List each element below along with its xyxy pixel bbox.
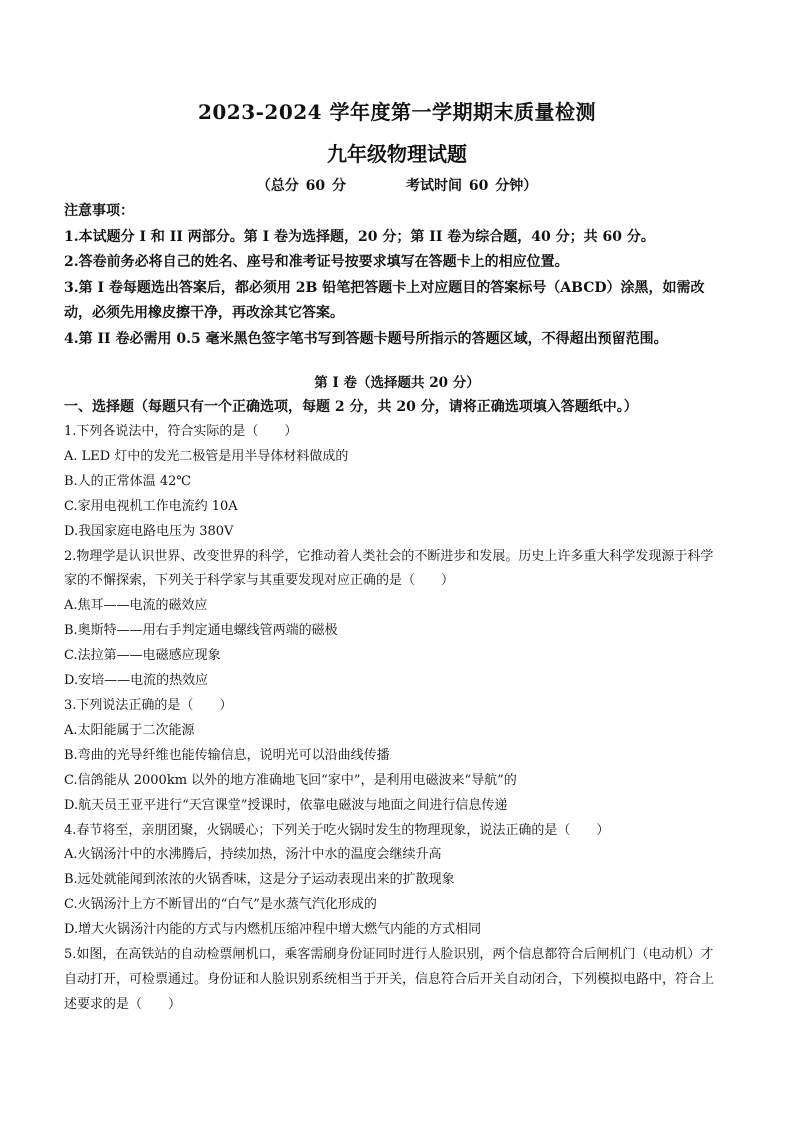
note-item: 3.第 I 卷每题选出答案后，都必须用 2B 铅笔把答题卡上对应题目的答案标号（ABCD）涂黑，如需改动，必须先用橡皮擦干净，再改涂其它答案。: [64, 279, 705, 321]
question-option: D.安培——电流的热效应: [64, 673, 209, 689]
question-option: C.火锅汤汁上方不断冒出的“白气”是水蒸气汽化形成的: [64, 897, 377, 913]
question-option: A.焦耳——电流的磁效应: [64, 598, 208, 614]
exam-time: 考试时间 60 分钟）: [406, 178, 538, 194]
question-option: D.我国家庭电路电压为 380V: [64, 523, 234, 539]
notes-block: [64, 199, 726, 352]
question-option: A.火锅汤汁中的水沸腾后，持续加热，汤汁中水的温度会继续升高: [64, 847, 442, 863]
question-stem: 3.下列说法正确的是（ ）: [64, 697, 233, 713]
question-option: B.弯曲的光导纤维也能传输信息，说明光可以沿曲线传播: [64, 747, 390, 763]
total-score: （总分 60 分: [256, 178, 346, 194]
question-option: C.家用电视机工作电流约 10A: [64, 498, 238, 514]
note-item: 4.第 II 卷必需用 0.5 毫米黑色签字笔书写到答题卡题号所指示的答题区域，不得超出预留范围。: [64, 330, 668, 347]
question-option: D.增大火锅汤汁内能的方式与内燃机压缩冲程中增大燃气内能的方式相同: [64, 922, 482, 938]
question-option: B.奥斯特——用右手判定通电螺线管两端的磁极: [64, 623, 338, 639]
question-option: B.远处就能闻到浓浓的火锅香味，这是分子运动表现出来的扩散现象: [64, 872, 455, 888]
question-stem: 5.如图，在高铁站的自动检票闸机口，乘客需刷身份证同时进行人脸识别，两个信息都符合后闸机门（电动机）才自动打开，可检票通过。身份证和人脸识别系统相当于开关，信息符合后开关自动闭合，下列模拟电路中，符合上述要求的是（ ）: [64, 947, 715, 1012]
notes-heading: 注意事项：: [64, 203, 134, 219]
question-option: A.太阳能属于二次能源: [64, 722, 195, 738]
note-item: 1.本试题分 I 和 II 两部分。第 I 卷为选择题，20 分；第 II 卷为综合题，40 分；共 60 分。: [64, 228, 655, 245]
question-stem: 2.物理学是认识世界、改变世界的科学，它推动着人类社会的不断进步和发展。历史上许多重大科学发现源于科学家的不懈探索，下列关于科学家与其重要发现对应正确的是（ ）: [64, 548, 714, 589]
question-option: B.人的正常体温 42℃: [64, 473, 191, 489]
question-option: D.航天员王亚平进行“天宫课堂”授课时，依靠电磁波与地面之间进行信息传递: [64, 797, 508, 813]
part-heading: 一、选择题（每题只有一个正确选项，每题 2 分，共 20 分，请将正确选项填入答题纸中。）: [64, 399, 638, 415]
question-option: C.信鸽能从 2000km 以外的地方准确地飞回“家中”，是利用电磁波来“导航”的: [64, 772, 517, 788]
question-stem: 1.下列各说法中，符合实际的是（ ）: [64, 424, 298, 439]
questions-list: [64, 420, 726, 1018]
exam-title: 2023-2024 学年度第一学期期末质量检测: [197, 100, 597, 124]
section-title: 第 I 卷（选择题共 20 分）: [314, 375, 480, 391]
exam-meta: [0, 175, 794, 195]
exam-subtitle: 九年级物理试题: [327, 142, 467, 166]
question-option: C.法拉第——电磁感应现象: [64, 648, 221, 664]
question-stem: 4.春节将至，亲朋团聚，火锅暖心；下列关于吃火锅时发生的物理现象，说法正确的是（ ）: [64, 822, 610, 838]
question-option: A. LED 灯中的发光二极管是用半导体材料做成的: [64, 448, 349, 464]
note-item: 2.答卷前务必将自己的姓名、座号和准考证号按要求填写在答题卡上的相应位置。: [64, 254, 569, 270]
